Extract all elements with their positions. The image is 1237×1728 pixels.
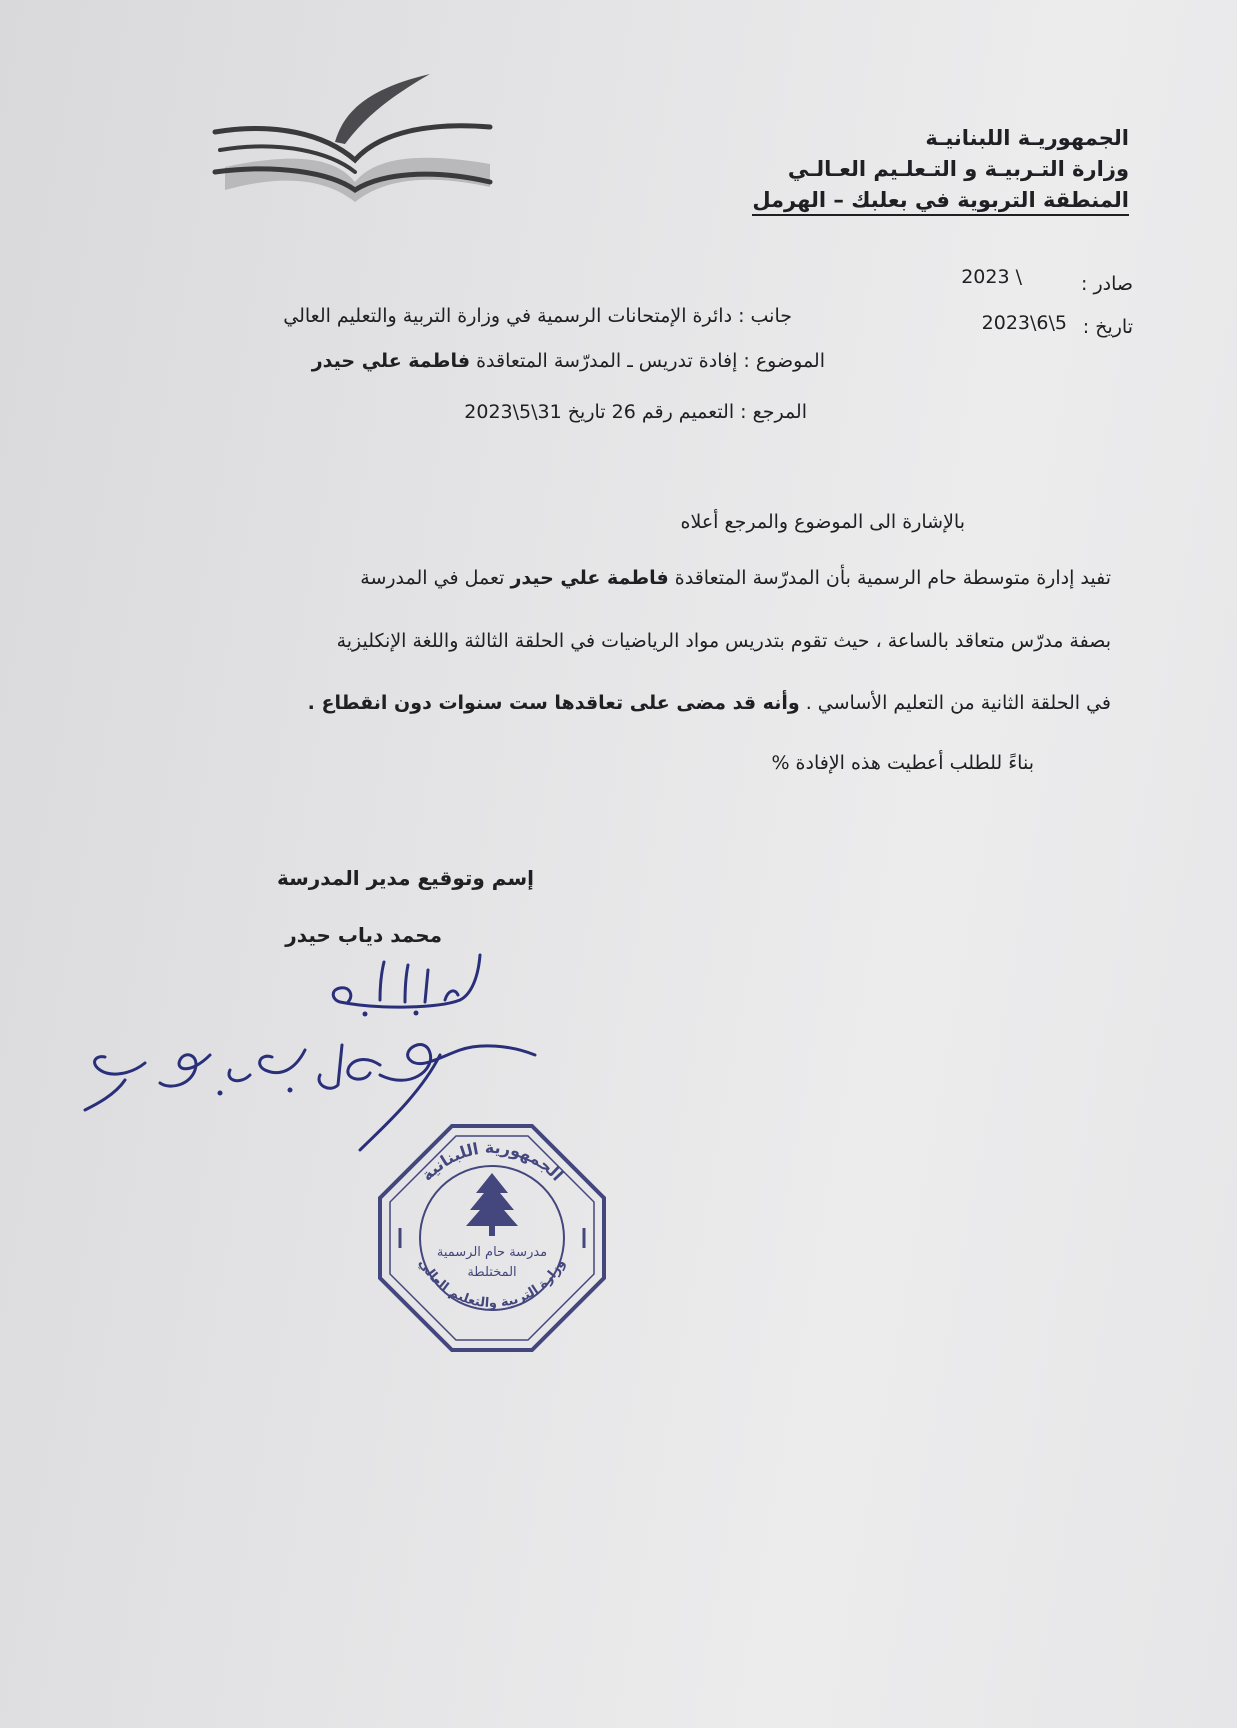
closing-line: بناءً للطلب أعطيت هذه الإفادة % xyxy=(771,752,1034,774)
subject-label: الموضوع : إفادة تدريس ـ المدرّسة المتعاقدة xyxy=(476,350,825,372)
opening-line: بالإشارة الى الموضوع والمرجع أعلاه xyxy=(680,511,965,533)
svg-text:مدرسة حام الرسمية: مدرسة حام الرسمية xyxy=(436,1245,548,1260)
issue-label: صادر : xyxy=(1081,273,1133,295)
reference-line: المرجع : التعميم رقم 26 تاريخ 31\5\2023 xyxy=(464,401,807,423)
ministry-book-logo-icon xyxy=(205,72,505,212)
header-region: المنطقة التربوية في بعلبك – الهرمل xyxy=(752,188,1129,216)
body-line-1 xyxy=(360,567,1111,589)
body-line-1-end: تعمل في المدرسة xyxy=(360,567,505,589)
handwritten-note-icon xyxy=(320,950,490,1020)
issue-number: 2023 \ xyxy=(961,266,1022,288)
body-line-3-start: في الحلقة الثانية من التعليم الأساسي . xyxy=(805,692,1111,714)
body-line-3 xyxy=(308,692,1111,714)
svg-text:الجمهورية اللبنانية: الجمهورية اللبنانية xyxy=(417,1137,567,1185)
header-country: الجمهوريـة اللبنانيـة xyxy=(925,126,1129,150)
date-label: تاريخ : xyxy=(1082,316,1133,338)
school-stamp-icon xyxy=(372,1118,612,1358)
principal-name: محمد دياب حيدر xyxy=(285,923,442,947)
body-line-2: بصفة مدرّس متعاقد بالساعة ، حيث تقوم بتدريس مواد الرياضيات في الحلقة الثالثة واللغة الإنكليزية xyxy=(336,630,1111,652)
subject-line xyxy=(312,350,825,372)
recipient-line: جانب : دائرة الإمتحانات الرسمية في وزارة التربية والتعليم العالي xyxy=(283,305,792,327)
body-line-1-start: تفيد إدارة متوسطة حام الرسمية بأن المدرّسة المتعاقدة xyxy=(674,567,1111,589)
body-service-statement: وأنه قد مضى على تعاقدها ست سنوات دون انقطاع . xyxy=(307,692,800,714)
svg-text:وزارة التربية والتعليم العالي: وزارة التربية والتعليم العالي xyxy=(415,1256,569,1312)
body-teacher-name: فاطمة علي حيدر xyxy=(510,567,669,589)
issue-date: 2023\6\5 xyxy=(981,312,1067,334)
subject-teacher-name: فاطمة علي حيدر xyxy=(311,350,471,372)
header-ministry: وزارة التـربيـة و التـعلـيم العـالـي xyxy=(787,157,1129,181)
signature-title: إسم وتوقيع مدير المدرسة xyxy=(276,866,534,890)
svg-text:المختلطة: المختلطة xyxy=(467,1265,517,1280)
